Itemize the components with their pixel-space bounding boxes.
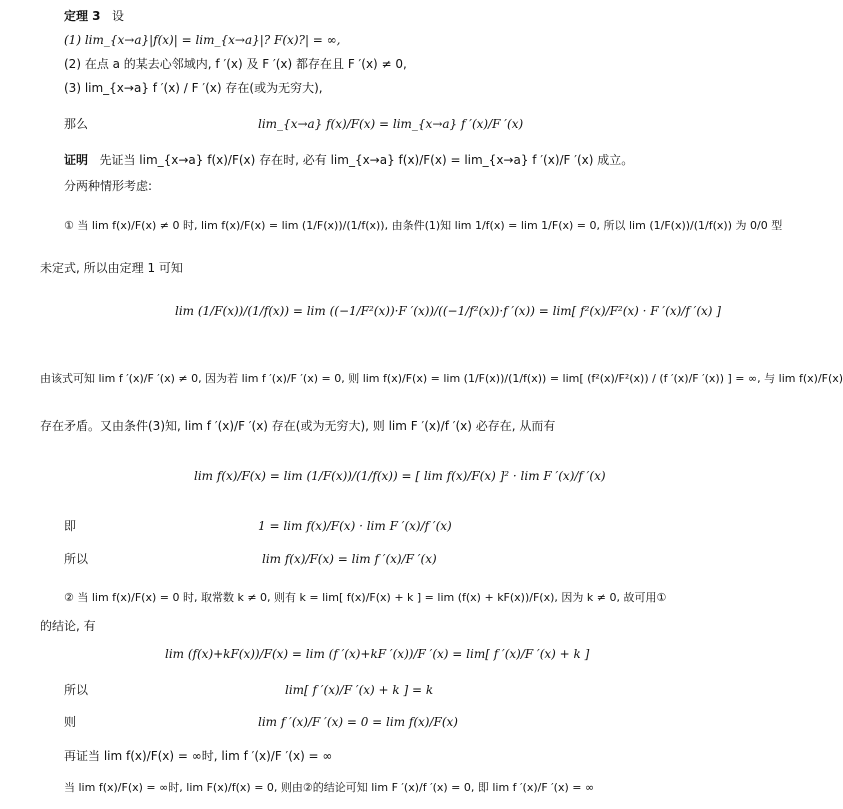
case1-line: ① 当 lim f(x)/F(x) ≠ 0 时, lim f(x)/F(x) = lim (1/F(x))/(1/f(x)), 由条件(1)知 lim 1/f(x) = lim 1/F(x) = 0, 所以 lim (1/F(x))/(1/f(x)) 为 0/0 型 [64,219,783,232]
then-label: 那么 [64,117,89,131]
case1-formula: lim (1/F(x))/(1/f(x)) = lim ((−1/F²(x))·F ′(x))/((−1/f²(x))·f ′(x)) = lim[ f²(x)/F²(x) · F ′(x)/f ′(x) ] [175,304,721,318]
condition-2: (2) 在点 a 的某去心邻域内, f ′(x) 及 F ′(x) 都存在且 F ′(x) ≠ 0, [64,57,407,71]
main-equation: lim f(x)/F(x) = lim (1/F(x))/(1/f(x)) = [ lim f(x)/F(x) ]² · lim F ′(x)/f ′(x) [194,469,606,483]
suoyi2-label: 所以 [64,683,89,697]
condition-3: (3) lim_{x→a} f ′(x) / F ′(x) 存在(或为无穷大), [64,81,323,95]
final-line: 当 lim f(x)/F(x) = ∞时, lim F(x)/f(x) = 0, 则由②的结论可知 lim F ′(x)/f ′(x) = 0, 即 lim f ′(x)/F ′(x) = ∞ [64,781,595,794]
case1-continuation: 未定式, 所以由定理 1 可知 [40,261,183,275]
contradiction-continuation: 存在矛盾。又由条件(3)知, lim f ′(x)/F ′(x) 存在(或为无穷大), 则 lim F ′(x)/f ′(x) 必存在, 从而有 [40,419,556,433]
proof-label: 证明 [64,153,89,167]
theorem-header [64,10,124,22]
case2-line: ② 当 lim f(x)/F(x) = 0 时, 取常数 k ≠ 0, 则有 k = lim[ f(x)/F(x) + k ] = lim (f(x) + kF(x))/F(x), 因为 k ≠ 0, 故可用① [64,591,667,604]
contradiction-line: 由该式可知 lim f ′(x)/F ′(x) ≠ 0, 因为若 lim f ′(x)/F ′(x) = 0, 则 lim f(x)/F(x) = lim (1/F(x))/(1/f(x)) = lim[ (f²(x)/F²(x)) / (f ′(x)/F ′(x)) ] = ∞, 与 lim f(x)/F(x) [40,372,843,385]
ji-label: 即 [64,519,77,533]
ze-label: 则 [64,715,77,729]
case2-formula: lim (f(x)+kF(x))/F(x) = lim (f ′(x)+kF ′(x))/F ′(x) = lim[ f ′(x)/F ′(x) + k ] [165,647,590,661]
proof-intro: 先证当 lim_{x→a} f(x)/F(x) 存在时, 必有 lim_{x→a} f(x)/F(x) = lim_{x→a} f ′(x)/F ′(x) 成立。 [99,153,634,167]
condition-1: (1) lim_{x→a}|f(x)| = lim_{x→a}|? F(x)?| = ∞, [64,33,341,47]
suoyi2-formula: lim[ f ′(x)/F ′(x) + k ] = k [285,683,434,697]
suoyi-formula: lim f(x)/F(x) = lim f ′(x)/F ′(x) [262,552,437,566]
case2-continuation: 的结论, 有 [40,619,96,633]
theorem-let: 设 [111,9,124,23]
ji-formula: 1 = lim f(x)/F(x) · lim F ′(x)/f ′(x) [258,519,452,533]
ze-formula: lim f ′(x)/F ′(x) = 0 = lim f(x)/F(x) [258,715,458,729]
proof-paragraph [64,154,633,166]
then-formula: lim_{x→a} f(x)/F(x) = lim_{x→a} f ′(x)/F ′(x) [258,117,524,131]
suoyi-label: 所以 [64,552,89,566]
theorem-label: 定理 3 [64,9,101,23]
again-line: 再证当 lim f(x)/F(x) = ∞时, lim f ′(x)/F ′(x) = ∞ [64,749,333,763]
two-cases: 分两种情形考虑: [64,179,153,193]
